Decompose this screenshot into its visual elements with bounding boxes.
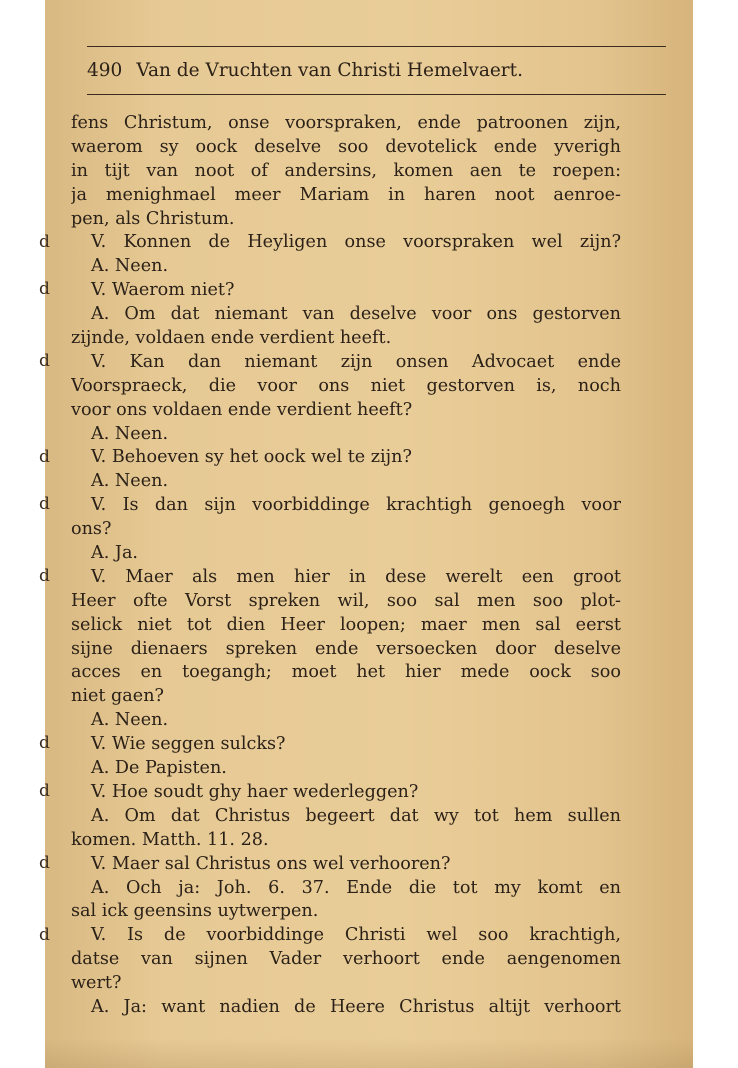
margin-marker: d xyxy=(39,231,50,252)
line-text: datse van sijnen Vader verhoort ende aengenomen xyxy=(71,949,621,970)
line-text: V. Wie seggen sulcks? xyxy=(91,734,286,755)
margin-marker: d xyxy=(39,781,50,802)
running-title: Van de Vruchten van Christi Hemelvaert. xyxy=(136,60,523,81)
text-line xyxy=(71,255,621,279)
line-text: V. Waerom niet? xyxy=(91,280,235,301)
text-line xyxy=(71,423,621,447)
text-line xyxy=(71,327,621,351)
line-text: selick niet tot dien Heer loopen; maer men sal eerst xyxy=(71,614,621,635)
text-line xyxy=(71,566,621,590)
page-number: 490 xyxy=(87,60,123,81)
text-line xyxy=(71,638,621,662)
line-text: A. Och ja: Joh. 6. 37. Ende die tot my komt en xyxy=(91,877,621,898)
text-line xyxy=(71,853,621,877)
text-line xyxy=(71,303,621,327)
text-line xyxy=(71,136,621,160)
text-line xyxy=(71,829,621,853)
text-line xyxy=(71,518,621,542)
margin-marker: d xyxy=(39,852,50,873)
line-text: V. Kan dan niemant zijn onsen Advocaet ende xyxy=(91,351,621,372)
line-text: V. Maer sal Christus ons wel verhooren? xyxy=(91,853,451,874)
text-line xyxy=(71,948,621,972)
line-text: V. Hoe soudt ghy haer wederleggen? xyxy=(91,781,419,802)
text-line xyxy=(71,470,621,494)
line-text: V. Is de voorbiddinge Christi wel soo krachtigh, xyxy=(91,925,621,946)
line-text: sijne dienaers spreken ende versoecken door deselve xyxy=(71,638,621,659)
line-text: voor ons voldaen ende verdient heeft? xyxy=(71,399,413,420)
margin-marker: d xyxy=(39,351,50,371)
line-text: V. Maer als men hier in dese werelt een groot xyxy=(91,566,621,587)
line-text: ons? xyxy=(71,519,112,540)
line-text: A. Om dat Christus begeert dat wy tot hem sullen xyxy=(91,805,621,826)
header-rule-bottom xyxy=(87,94,666,95)
line-text: A. Neen. xyxy=(91,710,169,731)
text-line xyxy=(71,996,621,1020)
line-text: V. Konnen de Heyligen onse voorspraken wel zijn? xyxy=(91,232,621,253)
line-text: V. Is dan sijn voorbiddinge krachtigh genoegh voor xyxy=(91,495,621,516)
line-text: V. Behoeven sy het oock wel te zijn? xyxy=(91,447,412,468)
text-line xyxy=(71,900,621,924)
text-line xyxy=(71,231,621,255)
text-line xyxy=(71,781,621,805)
text-line xyxy=(71,614,621,638)
text-line xyxy=(71,877,621,901)
margin-marker: d xyxy=(39,494,50,515)
line-text: ja menighmael meer Mariam in haren noot aenroe- xyxy=(71,184,621,205)
text-line xyxy=(71,733,621,757)
line-text: A. De Papisten. xyxy=(91,758,227,779)
margin-marker: d xyxy=(39,446,50,467)
line-text: niet gaen? xyxy=(71,686,164,707)
running-header xyxy=(87,60,666,81)
line-text: Voorspraeck, die voor ons niet gestorven is, noch xyxy=(71,375,621,396)
text-line xyxy=(71,208,621,232)
line-text: A. Om dat niemant van deselve voor ons gestorven xyxy=(91,304,621,325)
line-text: komen. Matth. 11. 28. xyxy=(71,829,269,850)
text-line xyxy=(71,446,621,470)
text-line xyxy=(71,924,621,948)
text-line xyxy=(71,494,621,518)
line-text: in tijt van noot of andersins, komen aen te roepen: xyxy=(71,160,621,181)
text-line xyxy=(71,590,621,614)
text-line xyxy=(71,279,621,303)
line-text: waerom sy oock deselve soo devotelick ende yverigh xyxy=(71,136,621,157)
line-text: zijnde, voldaen ende verdient heeft. xyxy=(71,328,392,349)
text-line xyxy=(71,685,621,709)
text-line xyxy=(71,805,621,829)
line-text: A. Neen. xyxy=(91,471,169,492)
margin-marker: d xyxy=(39,733,50,754)
text-line xyxy=(71,375,621,399)
margin-marker: d xyxy=(39,566,50,587)
line-text: pen, als Christum. xyxy=(71,208,235,229)
text-line xyxy=(71,709,621,733)
text-line xyxy=(71,661,621,685)
text-line xyxy=(71,184,621,208)
text-line xyxy=(71,757,621,781)
margin-marker: d xyxy=(39,279,50,300)
line-text: acces en toegangh; moet het hier mede oock soo xyxy=(71,662,621,683)
line-text: sal ick geensins uytwerpen. xyxy=(71,901,319,922)
line-text: wert? xyxy=(71,973,122,994)
line-text: fens Christum, onse voorspraken, ende patroonen zijn, xyxy=(71,113,621,133)
line-text: Heer ofte Vorst spreken wil, soo sal men soo plot- xyxy=(71,590,621,611)
text-line xyxy=(71,542,621,566)
header-rule-top xyxy=(87,46,666,47)
page-body-text xyxy=(71,112,621,1020)
text-line xyxy=(71,160,621,184)
line-text: A. Ja. xyxy=(91,543,139,564)
text-line xyxy=(71,972,621,996)
margin-marker: d xyxy=(39,924,50,945)
line-text: A. Neen. xyxy=(91,423,169,444)
line-text: A. Ja: want nadien de Heere Christus altijt verhoort xyxy=(91,996,621,1017)
line-text: A. Neen. xyxy=(91,256,169,277)
text-line xyxy=(71,112,621,136)
text-line xyxy=(71,351,621,375)
text-line xyxy=(71,399,621,423)
